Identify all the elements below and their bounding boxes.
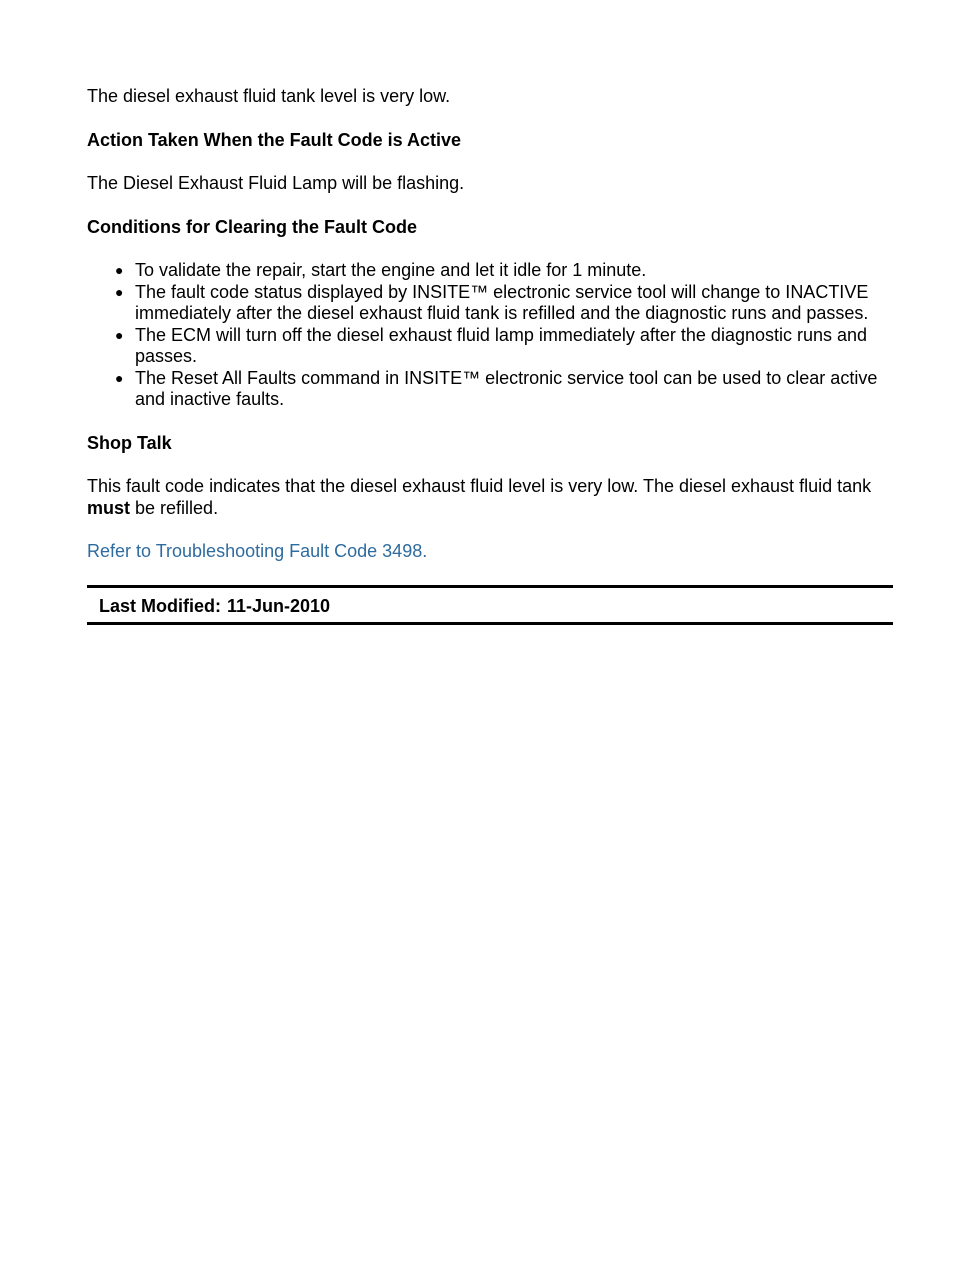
document-page [87,86,893,625]
conditions-heading: Conditions for Clearing the Fault Code [87,216,417,237]
list-item-text: The Reset All Faults command in INSITE™ electronic service tool can be used to clear active and inactive faults. [135,367,878,409]
list-item [115,260,893,282]
shop-talk-heading: Shop Talk [87,432,172,453]
shop-talk-emphasis: must [87,497,131,518]
shop-talk-text-start: This fault code indicates that the diesel exhaust fluid level is very low. The diesel exhaust fluid tank [87,476,872,496]
last-modified-bar [87,585,893,626]
last-modified-label: Last Modified: [99,595,221,616]
troubleshooting-link[interactable]: Refer to Troubleshooting Fault Code 3498. [87,541,428,561]
list-item-text: To validate the repair, start the engine and let it idle for 1 minute. [135,260,647,280]
bullet-icon: ● [115,369,124,386]
intro-text: The diesel exhaust fluid tank level is very low. [87,86,451,106]
list-item-text: The ECM will turn off the diesel exhaust fluid lamp immediately after the diagnostic runs and passes. [135,324,868,366]
bullet-icon: ● [115,283,124,300]
action-heading: Action Taken When the Fault Code is Active [87,129,462,150]
list-item-text: The fault code status displayed by INSITE™ electronic service tool will change to INACTIVE immediately after the diesel exhaust fluid tank is refilled and the diagnostic runs and passes. [135,281,869,323]
bullet-icon: ● [115,326,124,343]
shop-talk-text [87,476,893,519]
list-item [115,281,893,325]
shop-talk-text-end: be refilled. [130,497,219,518]
action-text: The Diesel Exhaust Fluid Lamp will be flashing. [87,173,465,193]
bullet-icon: ● [115,262,124,278]
list-item [115,367,893,411]
conditions-list [87,260,893,411]
last-modified-date: 11-Jun-2010 [227,595,331,616]
list-item [115,324,893,368]
